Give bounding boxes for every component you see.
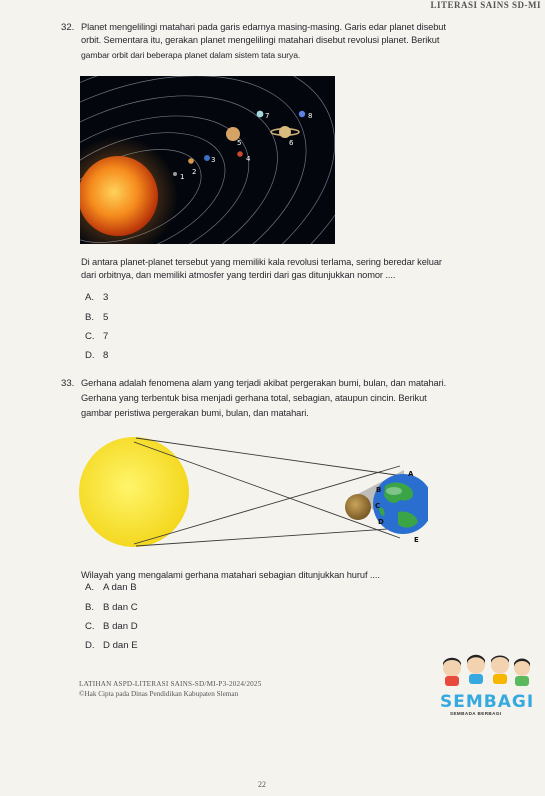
label-a: A bbox=[408, 470, 414, 478]
q32-line-3: gambar orbit dari beberapa planet dalam sistem tata surya. bbox=[81, 50, 301, 60]
sun bbox=[79, 437, 189, 547]
q33-option-a[interactable] bbox=[85, 582, 137, 593]
label-5: 5 bbox=[237, 139, 242, 147]
solar-system-figure bbox=[80, 76, 335, 244]
option-letter: B. bbox=[85, 602, 95, 613]
option-text: A dan B bbox=[103, 582, 137, 593]
q33-line-2: Gerhana yang terbentuk bisa menjadi gerhana total, sebagian, ataupun cincin. Berikut bbox=[81, 393, 427, 403]
label-e: E bbox=[414, 536, 419, 544]
solar-system-svg bbox=[80, 76, 335, 244]
planet-6 bbox=[279, 126, 291, 138]
q32-option-d[interactable] bbox=[85, 350, 108, 361]
q32-option-a[interactable] bbox=[85, 292, 108, 303]
q32-question-line-2: dari orbitnya, dan memiliki atmosfer yang terdiri dari gas ditunjukkan nomor .... bbox=[81, 270, 396, 280]
planet-7 bbox=[257, 111, 264, 118]
label-8: 8 bbox=[308, 112, 313, 120]
label-1: 1 bbox=[180, 173, 185, 181]
option-letter: B. bbox=[85, 312, 95, 323]
q33-line-1: Gerhana adalah fenomena alam yang terjadi akibat pergerakan bumi, bulan, dan matahari. bbox=[81, 378, 447, 388]
option-letter: A. bbox=[85, 582, 95, 593]
q33-option-b[interactable] bbox=[85, 602, 138, 613]
sun-planet bbox=[80, 156, 158, 236]
q32-option-b[interactable] bbox=[85, 312, 108, 323]
planet-3 bbox=[204, 155, 210, 161]
q32-question-line-1: Di antara planet-planet tersebut yang memiliki kala revolusi terlama, sering beredar keluar bbox=[81, 257, 442, 267]
option-letter: C. bbox=[85, 621, 95, 632]
label-c: C bbox=[375, 502, 381, 510]
q32-number: 32. bbox=[61, 22, 75, 33]
planet-8 bbox=[299, 111, 305, 117]
option-letter: A. bbox=[85, 292, 95, 303]
option-text: 3 bbox=[103, 292, 109, 303]
label-3: 3 bbox=[211, 156, 216, 164]
option-text: B dan C bbox=[103, 602, 138, 613]
option-letter: D. bbox=[85, 640, 95, 651]
page-number: 22 bbox=[258, 780, 266, 789]
header-title: LITERASI SAINS SD-MI bbox=[430, 0, 541, 10]
label-b: B bbox=[376, 486, 382, 494]
option-text: 8 bbox=[103, 350, 109, 361]
q32-line-2: orbit. Sementara itu, gerakan planet mengelilingi matahari disebut revolusi planet. Berikut bbox=[81, 35, 440, 45]
sembagi-logo-subtitle: SEMBADA BERBAGI bbox=[450, 711, 502, 716]
planet-4 bbox=[237, 151, 243, 157]
planet-2 bbox=[188, 158, 194, 164]
q33-option-d[interactable] bbox=[85, 640, 138, 651]
option-text: D dan E bbox=[103, 640, 138, 651]
option-text: 5 bbox=[103, 312, 109, 323]
q32-line-1: Planet mengelilingi matahari pada garis edarnya masing-masing. Garis edar planet disebut bbox=[81, 22, 446, 32]
q33-number: 33. bbox=[61, 378, 75, 389]
kids-icon bbox=[443, 655, 530, 686]
label-d: D bbox=[378, 518, 384, 526]
label-4: 4 bbox=[246, 155, 251, 163]
option-letter: C. bbox=[85, 331, 95, 342]
eclipse-figure bbox=[68, 436, 428, 552]
planet-1 bbox=[173, 172, 177, 176]
q33-question: Wilayah yang mengalami gerhana matahari sebagian ditunjukkan huruf .... bbox=[81, 570, 380, 580]
footer-copyright: ©Hak Cipta pada Dinas Pendidikan Kabupaten Sleman bbox=[79, 690, 239, 698]
planet-number-labels bbox=[180, 112, 312, 181]
q32-option-c[interactable] bbox=[85, 331, 108, 342]
eclipse-svg bbox=[68, 436, 428, 552]
label-6: 6 bbox=[289, 139, 294, 147]
option-text: B dan D bbox=[103, 621, 138, 632]
q33-option-c[interactable] bbox=[85, 621, 138, 632]
q33-line-3: gambar peristiwa pergerakan bumi, bulan, dan matahari. bbox=[81, 408, 309, 418]
label-2: 2 bbox=[192, 168, 197, 176]
sembagi-logo: SEMBAGI bbox=[440, 692, 535, 712]
label-7: 7 bbox=[265, 112, 270, 120]
moon bbox=[345, 494, 371, 520]
option-letter: D. bbox=[85, 350, 95, 361]
option-text: 7 bbox=[103, 331, 109, 342]
footer-exam-title: LATIHAN ASPD-LITERASI SAINS-SD/MI-P3-2024/2025 bbox=[79, 680, 262, 688]
